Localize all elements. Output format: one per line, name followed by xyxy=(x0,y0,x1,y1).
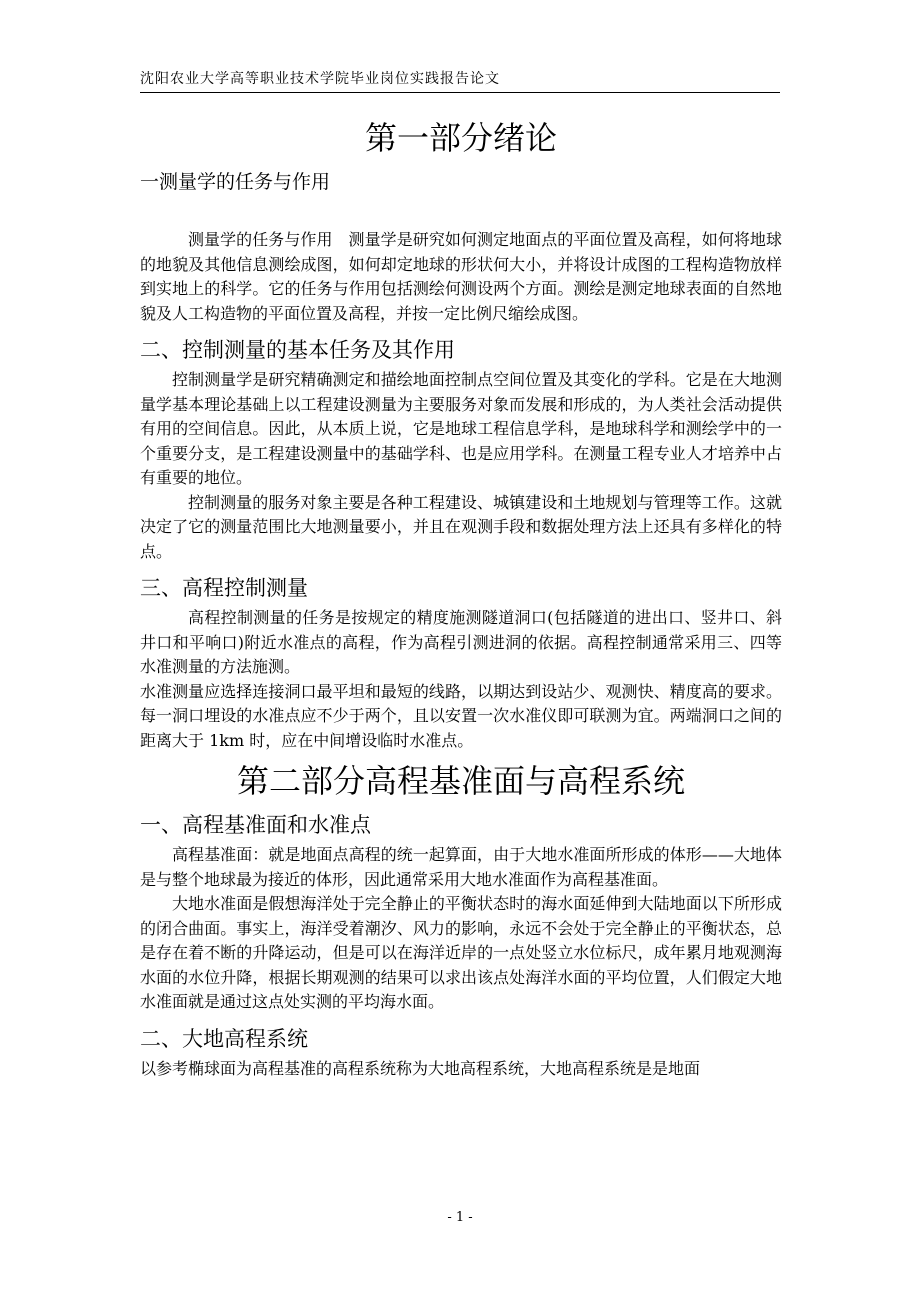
paragraph: 高程控制测量的任务是按规定的精度施测隧道洞口(包括隧道的进出口、竖井口、斜井口和平响口)附近水准点的高程，作为高程引测进洞的依据。高程控制通常采用三、四等水准测量的方法施测。 xyxy=(140,608,782,676)
section-heading: 三、高程控制测量 xyxy=(140,576,308,600)
header-rule xyxy=(140,92,780,93)
page-content xyxy=(140,112,782,1081)
section-heading: 一、高程基准面和水准点 xyxy=(140,813,371,837)
part2-title: 第二部分高程基准面与高程系统 xyxy=(236,762,685,800)
running-header: 沈阳农业大学高等职业技术学院毕业岗位实践报告论文 xyxy=(140,71,500,87)
section-heading: 二、控制测量的基本任务及其作用 xyxy=(140,338,455,362)
paragraph: 水准测量应选择连接洞口最平坦和最短的线路，以期达到设站少、观测快、精度高的要求。每一洞口埋设的水准点应不少于两个，且以安置一次水准仪即可联测为宜。两端洞口之间的距离大于 1km 时，应在中间增设临时水准点。 xyxy=(140,681,782,750)
section-heading: 一测量学的任务与作用 xyxy=(140,171,331,193)
page-number: - 1 - xyxy=(447,1210,473,1225)
paragraph: 测量学的任务与作用 测量学是研究如何测定地面点的平面位置及高程，如何将地球的地貌及其他信息测绘成图，如何却定地球的形状何大小，并将设计成图的工程构造物放样到实地上的科学。它的任务与作用包括测绘何测设两个方面。测绘是测定地球表面的自然地貌及人工构造物的平面位置及高程，并按一定比例尺缩绘成图。 xyxy=(140,230,782,323)
paragraph: 以参考椭球面为高程基准的高程系统称为大地高程系统，大地高程系统是是地面 xyxy=(140,1058,701,1078)
paragraph: 高程基准面：就是地面点高程的统一起算面，由于大地水准面所形成的体形——大地体是与整个地球最为接近的体形，因此通常采用大地水准面作为高程基准面。 xyxy=(140,845,782,889)
paragraph: 控制测量的服务对象主要是各种工程建设、城镇建设和土地规划与管理等工作。这就决定了它的测量范围比大地测量要小，并且在观测手段和数据处理方法上还具有多样化的特点。 xyxy=(140,492,782,561)
part1-title: 第一部分绪论 xyxy=(364,119,557,157)
paragraph: 大地水准面是假想海洋处于完全静止的平衡状态时的海水面延伸到大陆地面以下所形成的闭合曲面。事实上，海洋受着潮汐、风力的影响，永远不会处于完全静止的平衡状态，总是存在着不断的升降运动，但是可以在海洋近岸的一点处竖立水位标尺，成年累月地观测海水面的水位升降，根据长期观测的结果可以求出该点处海洋水面的平均位置，人们假定大地水准面就是通过这点处实测的平均海水面。 xyxy=(140,894,782,1011)
section-heading: 二、大地高程系统 xyxy=(140,1026,308,1051)
paragraph: 控制测量学是研究精确测定和描绘地面控制点空间位置及其变化的学科。它是在大地测量学基本理论基础上以工程建设测量为主要服务对象而发展和形成的，为人类社会活动提供有用的空间信息。因此，从本质上说，它是地球工程信息学科，是地球科学和测绘学中的一个重要分支，是工程建设测量中的基础学科、也是应用学科。在测量工程专业人才培养中占有重要的地位。 xyxy=(140,370,782,487)
